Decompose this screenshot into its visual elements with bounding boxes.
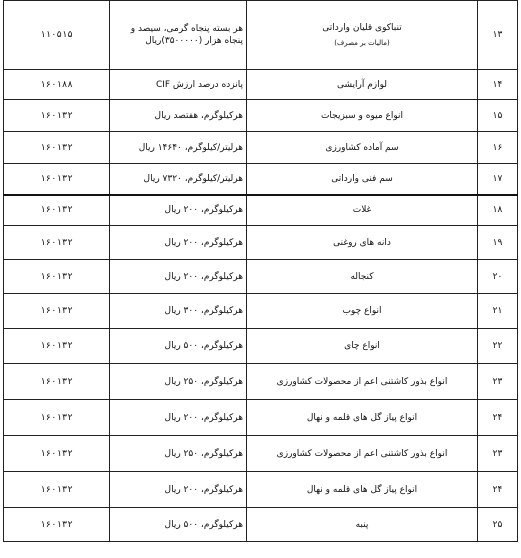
rate-cell: هرلیتر/کیلوگرم، ۱۴۶۴۰ ریال xyxy=(110,132,247,164)
code-cell: ۱۶۰۱۳۲ xyxy=(4,329,110,364)
rate-cell: هرکیلوگرم، هفتصد ریال xyxy=(110,100,247,132)
item-cell: سم آماده کشاورزی xyxy=(247,132,478,164)
item-cell: سم فنی وارداتی xyxy=(247,164,478,195)
code-cell: ۱۶۰۱۳۲ xyxy=(4,364,110,400)
code-cell: ۱۶۰۱۳۲ xyxy=(4,472,110,508)
table-row xyxy=(4,294,518,329)
table-row xyxy=(4,436,518,472)
item-cell: پنبه xyxy=(247,508,478,542)
table-row xyxy=(4,164,518,195)
row-number: ۱۵ xyxy=(478,100,518,132)
code-cell: ۱۶۰۱۸۸ xyxy=(4,70,110,100)
row-number: ۲۲ xyxy=(478,329,518,364)
table-row xyxy=(4,70,518,100)
item-cell: انواع پیاز گل های قلمه و نهال xyxy=(247,472,478,508)
rate-cell: هرکیلوگرم، ۲۰۰ ریال xyxy=(110,226,247,260)
table-row xyxy=(4,260,518,294)
code-cell: ۱۱۰۵۱۵ xyxy=(4,1,110,70)
row-number: ۲۱ xyxy=(478,294,518,329)
tariff-table xyxy=(3,0,518,542)
item-cell: انواع بذور کاشتنی اعم از محصولات کشاورزی xyxy=(247,436,478,472)
rate-cell: هرکیلوگرم، ۵۰۰ ریال xyxy=(110,329,247,364)
rate-cell: هرلیتر/کیلوگرم، ۷۳۲۰ ریال xyxy=(110,164,247,195)
code-cell: ۱۶۰۱۳۲ xyxy=(4,294,110,329)
rate-cell: هرکیلوگرم، ۲۵۰ ریال xyxy=(110,364,247,400)
code-cell: ۱۶۰۱۳۲ xyxy=(4,508,110,542)
rate-cell: هرکیلوگرم، ۲۰۰ ریال xyxy=(110,472,247,508)
item-cell xyxy=(247,1,478,70)
row-number: ۱۴ xyxy=(478,70,518,100)
row-number: ۱۹ xyxy=(478,226,518,260)
table-row xyxy=(4,1,518,70)
code-cell: ۱۶۰۱۳۲ xyxy=(4,226,110,260)
table-row xyxy=(4,364,518,400)
rate-cell: هرکیلوگرم، ۲۰۰ ریال xyxy=(110,400,247,436)
table-row xyxy=(4,100,518,132)
item-cell: انواع پیاز گل های قلمه و نهال xyxy=(247,400,478,436)
item-cell: انواع چای xyxy=(247,329,478,364)
table-row xyxy=(4,472,518,508)
code-cell: ۱۶۰۱۳۲ xyxy=(4,400,110,436)
rate-cell: هرکیلوگرم، ۲۵۰ ریال xyxy=(110,436,247,472)
item-cell: غلات xyxy=(247,195,478,226)
rate-cell: هرکیلوگرم، ۲۰۰ ریال xyxy=(110,195,247,226)
item-cell: لوازم آرایشی xyxy=(247,70,478,100)
row-number: ۱۳ xyxy=(478,1,518,70)
row-number: ۱۶ xyxy=(478,132,518,164)
code-cell: ۱۶۰۱۳۲ xyxy=(4,195,110,226)
code-cell: ۱۶۰۱۳۲ xyxy=(4,260,110,294)
rate-cell: هرکیلوگرم، ۳۰۰ ریال xyxy=(110,294,247,329)
table-row xyxy=(4,226,518,260)
row-number: ۲۵ xyxy=(478,508,518,542)
row-number: ۲۰ xyxy=(478,260,518,294)
code-cell: ۱۶۰۱۳۲ xyxy=(4,436,110,472)
item-cell: انواع چوب xyxy=(247,294,478,329)
rate-cell: هر بسته پنجاه گرمی، سیصد و پنجاه هزار (۳۵۰۰۰۰۰)ریال xyxy=(110,1,247,70)
rate-cell: هرکیلوگرم، ۲۰۰ ریال xyxy=(110,260,247,294)
rate-cell: پانزده درصد ارزش CIF xyxy=(110,70,247,100)
row-number: ۲۴ xyxy=(478,400,518,436)
code-cell: ۱۶۰۱۳۲ xyxy=(4,132,110,164)
table-row xyxy=(4,329,518,364)
item-cell: کنجاله xyxy=(247,260,478,294)
item-cell: انواع میوه و سبزیجات xyxy=(247,100,478,132)
row-number: ۱۷ xyxy=(478,164,518,195)
table-row xyxy=(4,132,518,164)
rate-cell: هرکیلوگرم، ۵۰۰ ریال xyxy=(110,508,247,542)
item-name: تنباکوی قلیان وارداتی xyxy=(322,23,402,33)
row-number: ۲۳ xyxy=(478,364,518,400)
item-note: (مالیات بر مصرف) xyxy=(334,39,390,47)
table-row xyxy=(4,195,518,226)
code-cell: ۱۶۰۱۳۲ xyxy=(4,100,110,132)
row-number: ۲۴ xyxy=(478,472,518,508)
item-cell: دانه های روغنی xyxy=(247,226,478,260)
row-number: ۱۸ xyxy=(478,195,518,226)
code-cell: ۱۶۰۱۳۲ xyxy=(4,164,110,195)
row-number: ۲۳ xyxy=(478,436,518,472)
table-row xyxy=(4,508,518,542)
table-row xyxy=(4,400,518,436)
item-cell: انواع بذور کاشتنی اعم از محصولات کشاورزی xyxy=(247,364,478,400)
